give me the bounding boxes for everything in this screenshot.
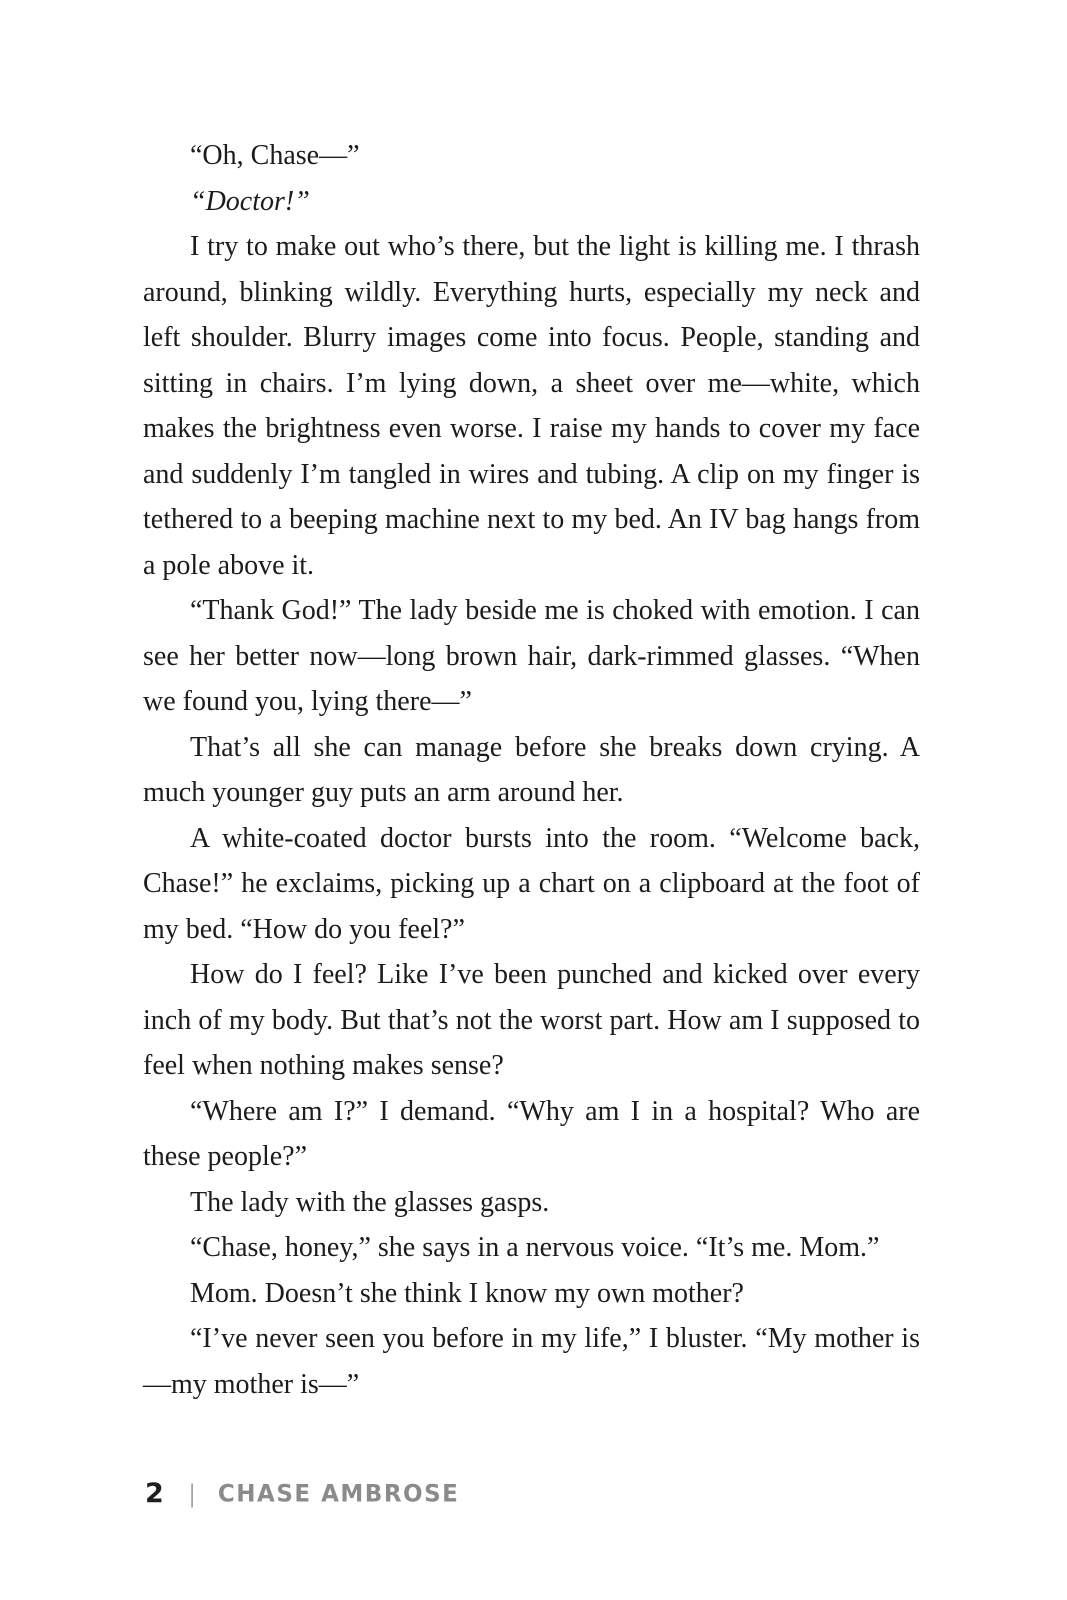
paragraph: I try to make out who’s there, but the light is killing me. I thrash around, blinking wildly. Everything hurts, especially my neck and left shoulder. Blurry images come into focus. People, standing and sitting in chairs. I’m lying down, a sheet over me—white, which makes the brightness even worse. I raise my hands to cover my face and suddenly I’m tangled in wires and tubing. A clip on my finger is tethered to a beeping machine next to my bed. An IV bag hangs from a pole above it.	[143, 231, 920, 581]
paragraph: A white-coated doctor bursts into the room. “Welcome back, Chase!” he exclaims, picking up a chart on a clipboard at the foot of my bed. “How do you feel?”	[143, 822, 920, 945]
text-block	[143, 133, 920, 1407]
paragraph: “Chase, honey,” she says in a nervous voice. “It’s me. Mom.”	[190, 1232, 880, 1263]
paragraph: “I’ve never seen you before in my life,” I bluster. “My mother is—my mother is—”	[143, 1323, 920, 1400]
paragraph: “Thank God!” The lady beside me is choked with emotion. I can see her better now—long brown hair, dark-rimmed glasses. “When we found you, lying there—”	[143, 595, 920, 717]
paragraph: “Doctor!”	[190, 185, 310, 217]
paragraph: “Where am I?” I demand. “Why am I in a hospital? Who are these people?”	[143, 1095, 920, 1172]
running-title: CHASE AMBROSE	[217, 1480, 460, 1508]
footer-separator: |	[189, 1480, 195, 1508]
page-number: 2	[145, 1478, 164, 1509]
paragraph: That’s all she can manage before she breaks down crying. A much younger guy puts an arm around her.	[143, 731, 920, 808]
paragraph: Mom. Doesn’t she think I know my own mother?	[190, 1277, 744, 1309]
page-footer	[145, 1478, 459, 1509]
paragraph: The lady with the glasses gasps.	[190, 1186, 550, 1218]
paragraph: How do I feel? Like I’ve been punched and kicked over every inch of my body. But that’s not the worst part. How am I supposed to feel when nothing makes sense?	[143, 959, 920, 1081]
paragraph: “Oh, Chase—”	[190, 140, 360, 171]
